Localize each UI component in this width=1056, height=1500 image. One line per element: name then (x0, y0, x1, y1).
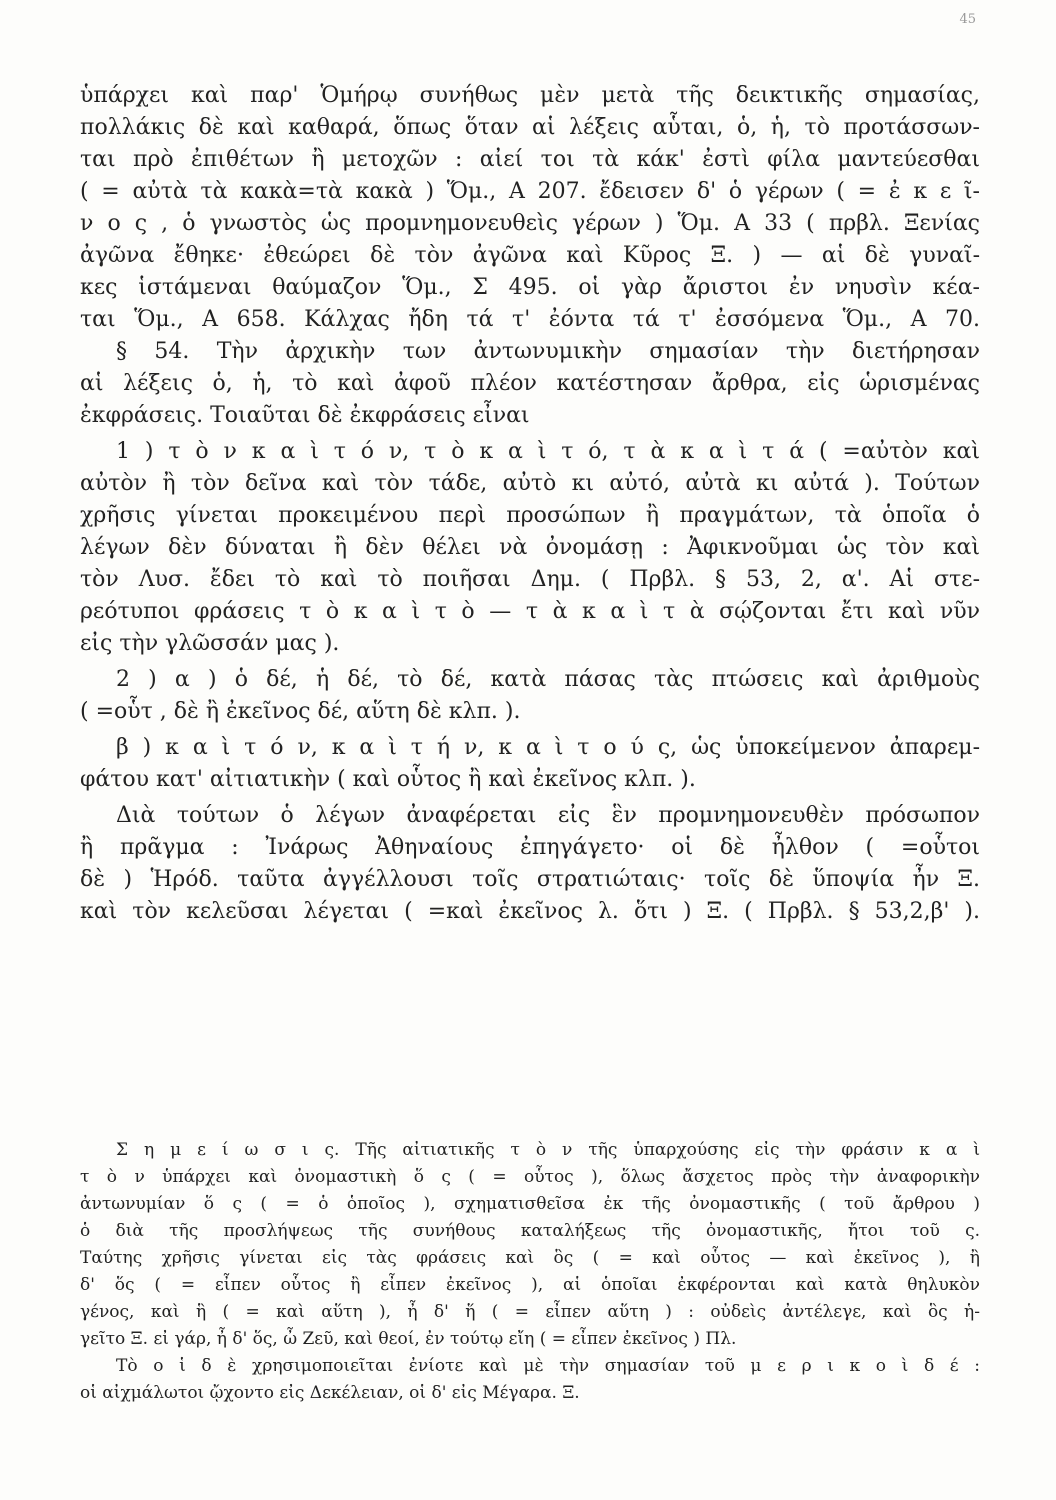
text-line: ἀγῶνα ἔθηκε· ἐθεώρει δὲ τὸν ἀγῶνα καὶ Κῦρος Ξ. ) — αἱ δὲ γυναῖ- (80, 243, 980, 268)
text-line: ρεότυποι φράσεις τ ὸ κ α ὶ τ ὸ — τ ὰ κ α ὶ τ ὰ σῴζονται ἔτι καὶ νῦν (80, 599, 980, 624)
text-line: 2 ) α ) ὁ δέ, ἡ δέ, τὸ δέ, κατὰ πάσας τὰς πτώσεις καὶ ἀριθμοὺς (116, 667, 980, 692)
text-line: ( =οὗτ , δὲ ἢ ἐκεῖνος δέ, αὕτη δὲ κλπ. ). (80, 699, 521, 724)
note-line: δ' ὅς ( = εἶπεν οὗτος ἢ εἶπεν ἐκεῖνος ), αἱ ὁποῖαι ἐκφέρονται καὶ κατὰ θηλυκὸν (80, 1275, 980, 1295)
page-number: 45 (959, 12, 976, 27)
text-line: αἱ λέξεις ὁ, ἡ, τὸ καὶ ἀφοῦ πλέον κατέστησαν ἄρθρα, εἰς ὡρισμένας (80, 371, 980, 396)
note-line: γεῖτο Ξ. εἰ γάρ, ἦ δ' ὅς, ὦ Ζεῦ, καὶ θεοί, ἐν τούτῳ εἴη ( = εἶπεν ἐκεῖνος ) Πλ. (80, 1329, 737, 1349)
main-text (80, 80, 980, 928)
text-line: 1 ) τ ὸ ν κ α ὶ τ ό ν, τ ὸ κ α ὶ τ ό, τ ὰ κ α ὶ τ ά ( =αὐτὸν καὶ (116, 439, 980, 464)
text-line: ἢ πρᾶγμα : Ἰνάρως Ἀθηναίους ἐπηγάγετο· οἱ δὲ ἦλθον ( =οὗτοι (80, 835, 980, 860)
text-line: πολλάκις δὲ καὶ καθαρά, ὅπως ὅταν αἱ λέξεις αὗται, ὁ, ἡ, τὸ προτάσσων- (80, 115, 980, 140)
text-line: καὶ τὸν κελεῦσαι λέγεται ( =καὶ ἐκεῖνος λ. ὅτι ) Ξ. ( Πρβλ. § 53,2,β' ). (80, 899, 980, 924)
text-line: τὸν Λυσ. ἔδει τὸ καὶ τὸ ποιῆσαι Δημ. ( Πρβλ. § 53, 2, α'. Αἱ στε- (80, 567, 980, 592)
text-line: ὑπάρχει καὶ παρ' Ὁμήρῳ συνήθως μὲν μετὰ τῆς δεικτικῆς σημασίας, (80, 83, 980, 108)
text-line: αὐτὸν ἢ τὸν δεῖνα καὶ τὸν τάδε, αὐτὸ κι αὐτό, αὐτὰ κι αὐτά ). Τούτων (80, 471, 980, 496)
text-line: φάτου κατ' αἰτιατικὴν ( καὶ οὗτος ἢ καὶ ἐκεῖνος κλπ. ). (80, 767, 696, 792)
text-line: εἰς τὴν γλῶσσάν μας ). (80, 631, 340, 656)
text-line: λέγων δὲν δύναται ἢ δὲν θέλει νὰ ὀνομάσῃ : Ἀφικνοῦμαι ὡς τὸν καὶ (80, 535, 980, 560)
text-line: δὲ ) Ἡρόδ. ταῦτα ἀγγέλλουσι τοῖς στρατιώταις· τοῖς δὲ ὕποψία ἦν Ξ. (80, 867, 980, 892)
text-line: ν ο ς , ὁ γνωστὸς ὡς προμνημονευθεὶς γέρων ) Ὅμ. Α 33 ( πρβλ. Ξενίας (80, 211, 980, 236)
text-line: ται πρὸ ἐπιθέτων ἢ μετοχῶν : αἰεί τοι τὰ κάκ' ἐστὶ φίλα μαντεύεσθαι (80, 147, 980, 172)
text-line: ( = αὐτὰ τὰ κακὰ=τὰ κακὰ ) Ὅμ., Α 207. ἔδεισεν δ' ὁ γέρων ( = ἐ κ ε ῖ- (80, 179, 980, 204)
note-line: ὁ διὰ τῆς προσλήψεως τῆς συνήθους καταλήξεως τῆς ὀνομαστικῆς, ἤτοι τοῦ ς. (80, 1221, 980, 1241)
text-line: κες ἱστάμεναι θαύμαζον Ὅμ., Σ 495. οἱ γὰρ ἄριστοι ἐν νηυσὶν κέα- (80, 275, 980, 300)
footnote-block (80, 1137, 980, 1407)
note-line: Ταύτης χρῆσις γίνεται εἰς τὰς φράσεις καὶ ὃς ( = καὶ οὗτος — καὶ ἐκεῖνος ), ἢ (80, 1248, 980, 1268)
note-line: γένος, καὶ ἣ ( = καὶ αὕτη ), ἦ δ' ἥ ( = εἶπεν αὕτη ) : οὐδεὶς ἀντέλεγε, καὶ ὃς ἡ- (80, 1302, 980, 1322)
text-line: ἐκφράσεις. Τοιαῦται δὲ ἐκφράσεις εἶναι (80, 403, 530, 428)
note-line: Σ η μ ε ί ω σ ι ς. Τῆς αἰτιατικῆς τ ὸ ν τῆς ὑπαρχούσης εἰς τὴν φράσιν κ α ὶ (116, 1140, 980, 1160)
section-heading-line: § 54. Τὴν ἀρχικὴν των ἀντωνυμικὴν σημασίαν τὴν διετήρησαν (116, 339, 980, 364)
text-line: Διὰ τούτων ὁ λέγων ἀναφέρεται εἰς ἓν προμνημονευθὲν πρόσωπον (116, 803, 980, 828)
text-line: β ) κ α ὶ τ ό ν, κ α ὶ τ ή ν, κ α ὶ τ ο ύ ς, ὡς ὑποκείμενον ἀπαρεμ- (116, 735, 980, 760)
note-line: ἀντωνυμίαν ὅ ς ( = ὁ ὁποῖος ), σχηματισθεῖσα ἐκ τῆς ὀνομαστικῆς ( τοῦ ἄρθρου ) (80, 1194, 980, 1214)
note-line: οἱ αἰχμάλωτοι ᾤχοντο εἰς Δεκέλειαν, οἱ δ' εἰς Μέγαρα. Ξ. (80, 1383, 580, 1403)
note-line: Τὸ ο ἱ δ ὲ χρησιμοποιεῖται ἐνίοτε καὶ μὲ τὴν σημασίαν τοῦ μ ε ρ ι κ ο ὶ δ έ : (116, 1356, 980, 1376)
note-line: τ ὸ ν ὑπάρχει καὶ ὀνομαστικὴ ὅ ς ( = οὗτος ), ὅλως ἄσχετος πρὸς τὴν ἀναφορικὴν (80, 1167, 980, 1187)
text-line: χρῆσις γίνεται προκειμένου περὶ προσώπων ἢ πραγμάτων, τὰ ὁποῖα ὁ (80, 503, 980, 528)
text-line: ται Ὅμ., Α 658. Κάλχας ἤδη τά τ' ἐόντα τά τ' ἐσσόμενα Ὅμ., Α 70. (80, 307, 980, 332)
